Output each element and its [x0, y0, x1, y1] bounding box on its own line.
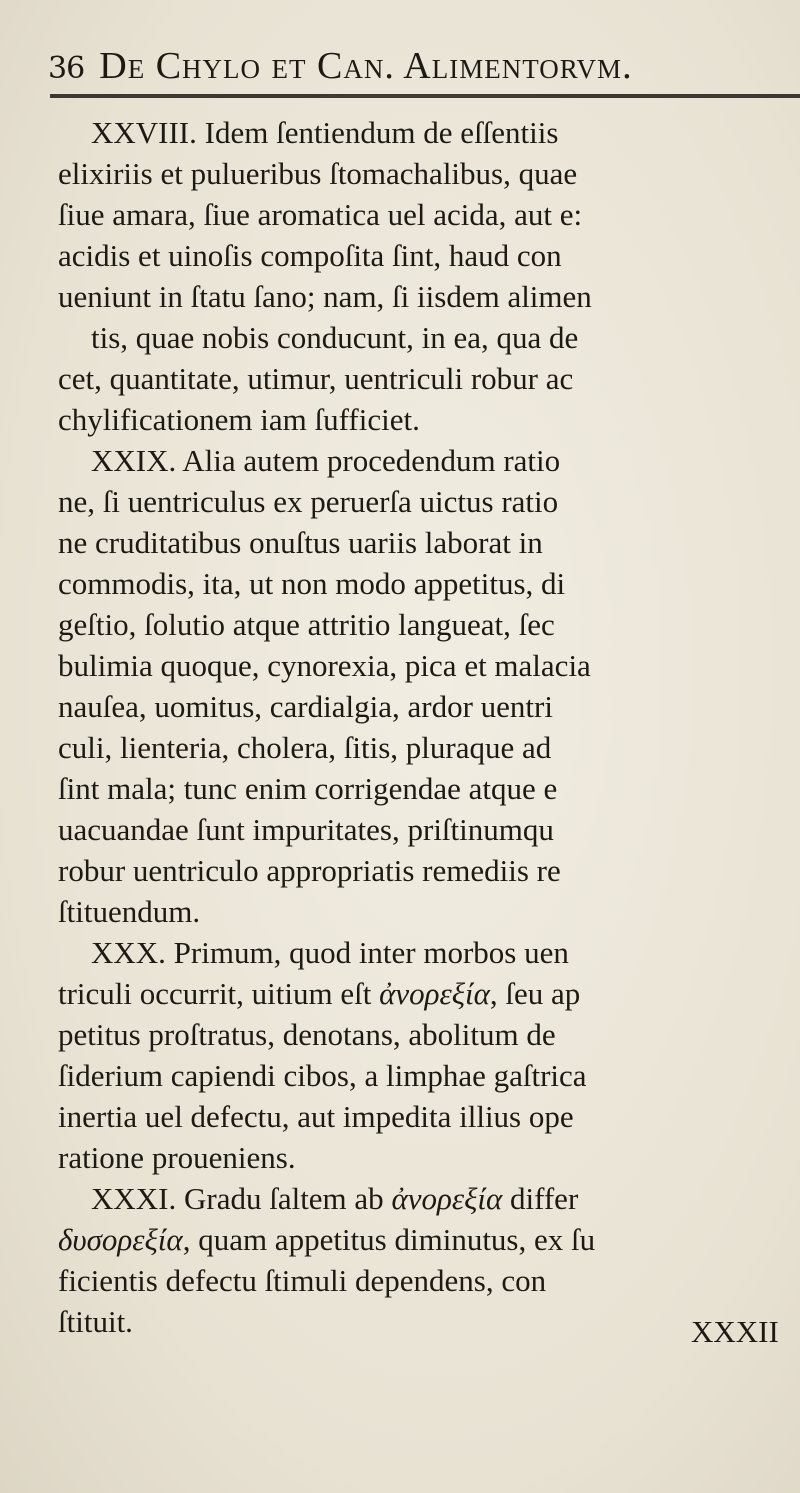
text-line-main: acidis et uinoſis compoſita ſint, haud con	[58, 238, 562, 273]
greek-term: ἀνορεξία	[371, 976, 490, 1011]
text-line	[58, 645, 800, 686]
text-line	[58, 112, 800, 153]
greek-term: δυσορεξία	[58, 1222, 183, 1257]
text-line	[58, 1178, 800, 1219]
body-text	[58, 112, 800, 1342]
text-line-main: commodis, ita, ut non modo appetitus, di	[58, 566, 566, 601]
text-line	[58, 1301, 800, 1342]
text-line-main: petitus proſtratus, denotans, abolitum de	[58, 1017, 556, 1052]
header-rule	[50, 94, 800, 98]
text-line	[58, 358, 800, 399]
text-line-main: geſtio, ſolutio atque attritio langueat, ſec	[58, 607, 555, 642]
text-line-main: XXIX. Alia autem procedendum ratio	[91, 443, 561, 478]
text-line-main: ne cruditatibus onuſtus uariis laborat in	[58, 525, 543, 560]
text-line-main: XXVIII. Idem ſentiendum de eſſentiis	[91, 115, 559, 150]
text-line	[58, 727, 800, 768]
text-line-main: ficientis defectu ſtimuli dependens, con	[58, 1263, 547, 1298]
text-line-main: ſtituendum.	[58, 894, 201, 929]
text-line	[58, 850, 800, 891]
text-line-main: nauſea, uomitus, cardialgia, ardor uentri	[58, 689, 553, 724]
text-line	[58, 932, 800, 973]
text-line-main: ſint mala; tunc enim corrigendae atque e	[58, 771, 558, 806]
text-line-main: ne, ſi uentriculus ex peruerſa uictus ratio	[58, 484, 559, 519]
text-line	[58, 768, 800, 809]
text-line-main: ueniunt in ſtatu ſano; nam, ſi iisdem alimen	[58, 279, 592, 314]
text-line	[58, 1055, 800, 1096]
text-line	[58, 1260, 800, 1301]
greek-term: ἀνορεξία	[383, 1181, 503, 1216]
text-line	[58, 399, 800, 440]
page-number: 36	[48, 51, 85, 86]
text-line	[58, 1096, 800, 1137]
text-line	[58, 481, 800, 522]
text-line	[58, 563, 800, 604]
text-line	[58, 1014, 800, 1055]
text-line	[58, 1137, 800, 1178]
text-line-main: culi, lienteria, cholera, ſitis, pluraque ad	[58, 730, 552, 765]
text-line	[58, 153, 800, 194]
text-line-main: tis, quae nobis conducunt, in ea, qua de	[91, 320, 579, 355]
text-line	[58, 604, 800, 645]
text-line	[58, 973, 800, 1014]
text-line-main: elixiriis et pulueribus ſtomachalibus, quae	[58, 156, 578, 191]
text-line-main: bulimia quoque, cynorexia, pica et malacia	[58, 648, 591, 683]
text-line-tail: differ	[502, 1181, 579, 1216]
text-line	[58, 276, 800, 317]
text-line	[58, 522, 800, 563]
running-title: De Chylo et Can. Alimentorvm.	[99, 45, 633, 87]
page-header	[48, 44, 800, 94]
text-line	[58, 686, 800, 727]
text-line-main: ſiderium capiendi cibos, a limphae gaſtrica	[58, 1058, 587, 1093]
text-line-main: triculi occurrit, uitium eſt	[58, 976, 372, 1011]
text-line-main: chylificationem iam ſufficiet.	[58, 402, 420, 437]
text-line-main: cet, quantitate, utimur, uentriculi robur ac	[58, 361, 574, 396]
text-line	[58, 1219, 800, 1260]
text-line-main: XXXI. Gradu ſaltem ab	[91, 1181, 384, 1216]
catchword: XXXII	[691, 1314, 779, 1349]
text-line-main: ſtituit.	[58, 1304, 133, 1339]
text-line-main: XXX. Primum, quod inter morbos uen	[91, 935, 569, 970]
text-line	[58, 194, 800, 235]
text-line	[58, 440, 800, 481]
text-line	[58, 809, 800, 850]
text-line-main: uacuandae ſunt impuritates, priſtinumqu	[58, 812, 554, 847]
text-line-main: inertia uel defectu, aut impedita illius ope	[58, 1099, 574, 1134]
text-line	[58, 235, 800, 276]
text-line	[58, 891, 800, 932]
text-line-main: ſiue amara, ſiue aromatica uel acida, aut e:	[58, 197, 583, 232]
text-line-main: robur uentriculo appropriatis remediis re	[58, 853, 561, 888]
text-line-tail: , ſeu ap	[489, 976, 581, 1011]
text-line-tail: , quam appetitus diminutus, ex ſu	[182, 1222, 596, 1257]
text-line	[58, 317, 800, 358]
text-line-main: ratione proueniens.	[58, 1140, 296, 1175]
